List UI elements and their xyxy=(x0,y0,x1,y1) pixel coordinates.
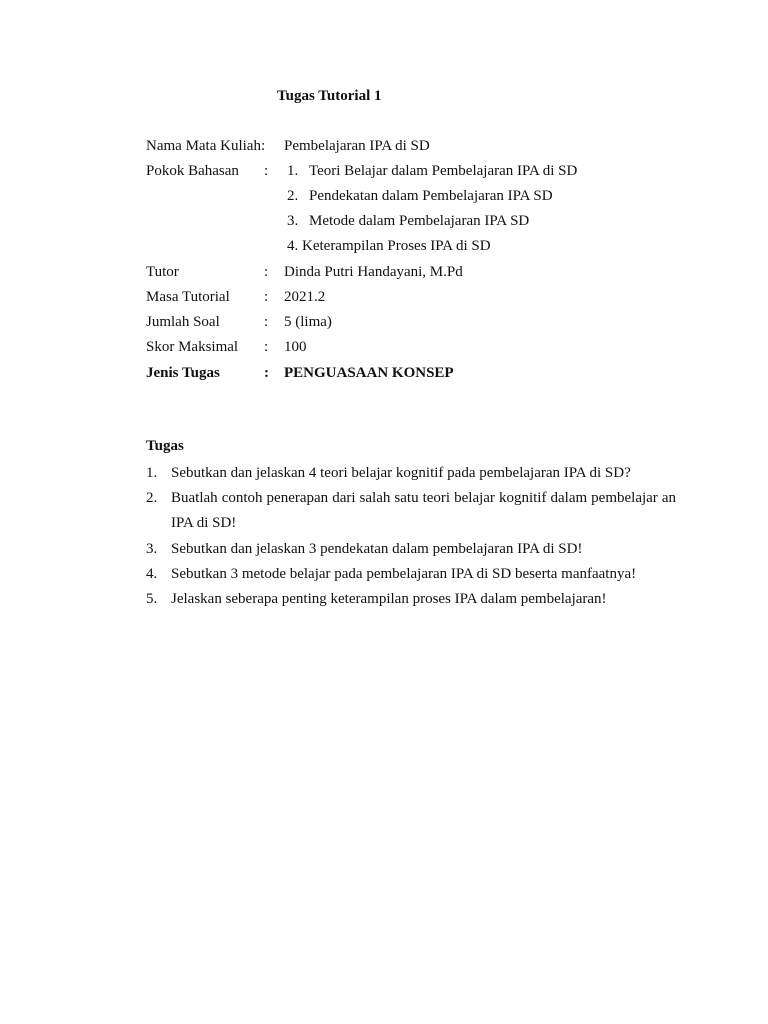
task-text: Buatlah contoh penerapan dari salah satu teori belajar kognitif dalam pembelajar an IPA di SD! xyxy=(171,490,676,531)
topic-number: 2. xyxy=(287,188,299,204)
info-colon: : xyxy=(264,264,269,280)
info-colon: : xyxy=(264,163,269,179)
topic-text: Teori Belajar dalam Pembelajaran IPA di SD xyxy=(309,163,578,179)
task-text: Sebutkan dan jelaskan 4 teori belajar kognitif pada pembelajaran IPA di SD? xyxy=(171,465,631,481)
document-title: Tugas Tutorial 1 xyxy=(277,88,382,104)
task-item xyxy=(146,461,676,486)
topic-text: Pendekatan dalam Pembelajaran IPA SD xyxy=(309,188,553,204)
task-item xyxy=(146,587,676,612)
info-value: 2021.2 xyxy=(284,289,326,305)
task-number: 5. xyxy=(146,591,158,607)
topic-number: 4. xyxy=(287,238,299,254)
info-value: Pembelajaran IPA di SD xyxy=(284,138,430,154)
info-colon: : xyxy=(264,339,269,355)
topic-item xyxy=(287,236,491,256)
tasks-heading: Tugas xyxy=(146,438,184,454)
info-label: Skor Maksimal xyxy=(146,339,239,355)
info-label: Tutor xyxy=(146,264,179,280)
info-value: Dinda Putri Handayani, M.Pd xyxy=(284,264,463,280)
task-item xyxy=(146,486,676,536)
task-item xyxy=(146,562,676,587)
task-number: 1. xyxy=(146,465,158,481)
info-colon: : xyxy=(264,289,269,305)
info-label: Jumlah Soal xyxy=(146,314,220,330)
topic-number: 3. xyxy=(287,213,299,229)
topic-text: Metode dalam Pembelajaran IPA SD xyxy=(309,213,530,229)
info-label: Jenis Tugas xyxy=(146,365,220,381)
info-value: 100 xyxy=(284,339,307,355)
topic-number: 1. xyxy=(287,163,299,179)
task-number: 3. xyxy=(146,541,158,557)
info-colon: : xyxy=(264,365,269,381)
task-number: 4. xyxy=(146,566,158,582)
info-label: Pokok Bahasan xyxy=(146,163,239,179)
task-item xyxy=(146,537,676,562)
info-label: Nama Mata Kuliah: xyxy=(146,138,266,154)
task-text: Jelaskan seberapa penting keterampilan proses IPA dalam pembelajaran! xyxy=(171,591,607,607)
task-number: 2. xyxy=(146,490,158,506)
info-value: 5 (lima) xyxy=(284,314,332,330)
task-text: Sebutkan 3 metode belajar pada pembelajaran IPA di SD beserta manfaatnya! xyxy=(171,566,637,582)
info-value: PENGUASAAN KONSEP xyxy=(284,365,454,381)
info-label: Masa Tutorial xyxy=(146,289,230,305)
task-text: Sebutkan dan jelaskan 3 pendekatan dalam pembelajaran IPA di SD! xyxy=(171,541,583,557)
info-colon: : xyxy=(264,314,269,330)
topic-text: Keterampilan Proses IPA di SD xyxy=(302,238,491,254)
